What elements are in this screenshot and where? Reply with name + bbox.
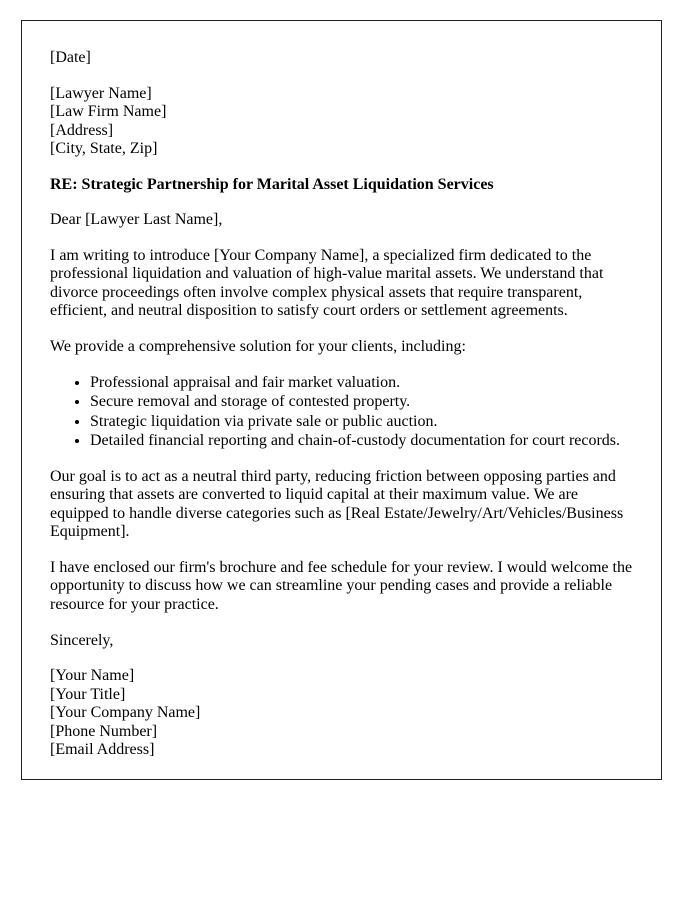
recipient-block [50,85,633,159]
recipient-line-city-state-zip: [City, State, Zip] [50,140,158,158]
bullet-item-liquidation: • Strategic liquidation via private sale or public auction. [90,413,633,432]
paragraph-enclosure: I have enclosed our firm's brochure and fee schedule for your review. I would welcome the opportunity to discuss how we can streamline your pending cases and provide a reliable resource for your practice. [50,558,633,614]
subject-line: RE: Strategic Partnership for Marital Asset Liquidation Services [50,175,494,193]
paragraph-goal: Our goal is to act as a neutral third party, reducing friction between opposing parties and ensuring that assets are converted to liquid capital at their maximum value. We are equipped to handle diverse categories such as [Real Estate/Jewelry/Art/Vehicles/Business Equipment]. [50,467,624,541]
salutation: Dear [Lawyer Last Name], [50,211,223,229]
bullet-item-reporting: • Detailed financial reporting and chain-of-custody documentation for court records. [90,432,633,451]
bullet-list [50,374,633,451]
paragraph-intro: I am writing to introduce [Your Company Name], a specialized firm dedicated to the professional liquidation and valuation of high-value marital assets. We understand that divorce proceedings often involve complex physical assets that require transparent, efficient, and neutral disposition to satisfy court orders or settlement agreements. [50,246,604,320]
bullet-item-appraisal: • Professional appraisal and fair market valuation. [90,374,633,393]
letter-page [21,20,662,780]
recipient-line-firm: [Law Firm Name] [50,103,167,121]
signature-line-company: [Your Company Name] [50,704,201,722]
signature-line-phone: [Phone Number] [50,722,158,740]
date-line: [Date] [50,49,91,66]
bullet-item-storage: • Secure removal and storage of contested property. [90,393,633,412]
signature-line-title: [Your Title] [50,685,126,703]
signature-line-name: [Your Name] [50,667,135,685]
signature-block [50,667,633,760]
recipient-line-address: [Address] [50,121,114,139]
recipient-line-name: [Lawyer Name] [50,84,152,102]
signature-line-email: [Email Address] [50,741,155,759]
closing: Sincerely, [50,631,114,649]
paragraph-solution-lead: We provide a comprehensive solution for your clients, including: [50,338,466,356]
